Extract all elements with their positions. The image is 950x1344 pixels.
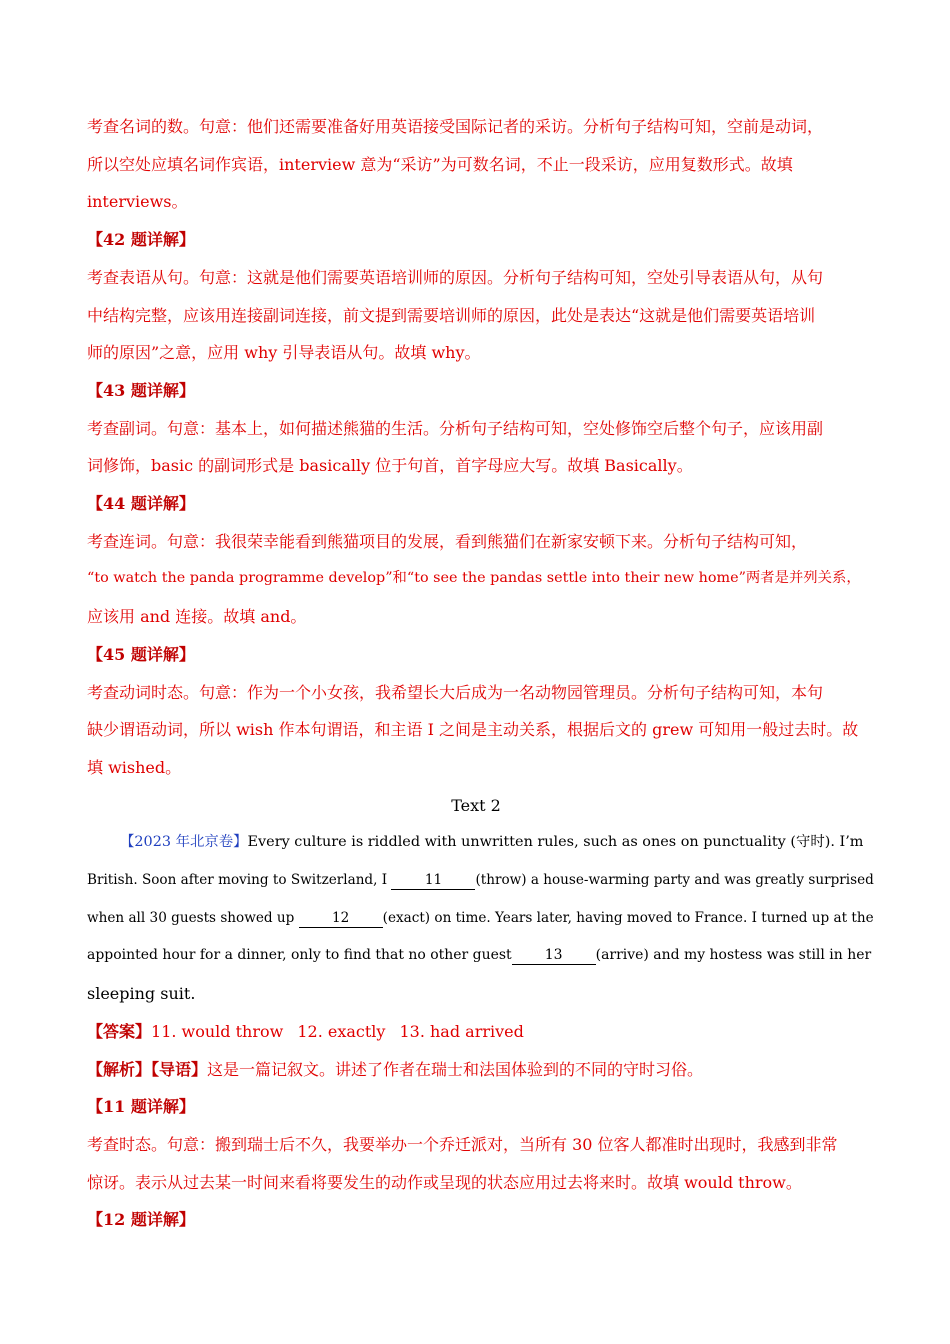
answer-12: 12. exactly bbox=[297, 1021, 386, 1041]
source-tag: 【2023 年北京卷】 bbox=[120, 834, 248, 851]
passage-text: (exact) on time. Years later, having moved to France. I turned up at the bbox=[382, 909, 874, 926]
passage-text: appointed hour for a dinner, only to find that no other guest bbox=[87, 947, 512, 964]
passage-text: British. Soon after moving to Switzerland, I bbox=[87, 872, 392, 889]
passage-text: when all 30 guests showed up bbox=[87, 909, 299, 926]
analysis-line bbox=[87, 1051, 865, 1089]
reading-passage bbox=[87, 824, 874, 1013]
document-page bbox=[87, 108, 874, 1239]
passage-line bbox=[87, 862, 874, 900]
passage-text: (throw) a house-warming party and was greatly surprised bbox=[475, 872, 874, 889]
explanation-block-top bbox=[87, 108, 865, 787]
answer-13: 13. had arrived bbox=[399, 1021, 524, 1041]
explanation-line: 考查时态。句意：搬到瑞士后不久，我要举办一个乔迁派对，当所有 30 位客人都准时出现时，我感到非常 bbox=[87, 1134, 838, 1154]
explanation-line: 缺少谓语动词，所以 wish 作本句谓语，和主语 I 之间是主动关系，根据后文的 grew 可知用一般过去时。故 bbox=[87, 720, 859, 740]
passage-text: Every culture is riddled with unwritten rules, such as ones on punctuality (守时). I’m bbox=[247, 834, 864, 851]
explanation-line: 考查副词。句意：基本上，如何描述熊猫的生活。分析句子结构可知，空处修饰空后整个句子，应该用副 bbox=[87, 418, 824, 438]
explanation-line: 师的原因”之意，应用 why 引导表语从句。故填 why。 bbox=[87, 343, 481, 363]
explanation-line: 考查名词的数。句意：他们还需要准备好用英语接受国际记者的采访。分析句子结构可知，空前是动词， bbox=[87, 117, 824, 136]
explanation-line: “to watch the panda programme develop”和“to see the pandas settle into their new home”两者是并列关系， bbox=[87, 570, 861, 587]
explanation-line: 所以空处应填名词作宾语，interview 意为“采访”为可数名词，不止一段采访，应用复数形式。故填 bbox=[87, 154, 793, 174]
blank-13[interactable]: 13 bbox=[512, 946, 596, 965]
answer-11: 11. would throw bbox=[151, 1021, 284, 1041]
analysis-label: 【解析】 bbox=[87, 1059, 152, 1079]
guide-label: 【导语】 bbox=[151, 1059, 208, 1079]
answer-line bbox=[87, 1013, 865, 1051]
question-heading: 【44 题详解】 bbox=[87, 494, 195, 514]
question-heading: 【43 题详解】 bbox=[87, 380, 195, 400]
explanation-line: 考查动词时态。句意：作为一个小女孩，我希望长大后成为一名动物园管理员。分析句子结构可知，本句 bbox=[87, 682, 824, 702]
explanation-line: 应该用 and 连接。故填 and。 bbox=[87, 607, 307, 627]
passage-line: sleeping suit. bbox=[87, 984, 196, 1004]
section-title: Text 2 bbox=[451, 795, 501, 815]
explanation-line: 填 wished。 bbox=[87, 757, 182, 777]
explanation-line: 词修饰，basic 的副词形式是 basically 位于句首，首字母应大写。故填 Basically。 bbox=[87, 456, 693, 476]
explanation-line: interviews。 bbox=[87, 192, 188, 212]
passage-text: (arrive) and my hostess was still in her bbox=[595, 947, 872, 964]
passage-line bbox=[87, 937, 872, 975]
passage-line bbox=[87, 824, 865, 862]
explanation-block-bottom bbox=[87, 1088, 865, 1239]
answer-label: 【答案】 bbox=[87, 1021, 152, 1041]
blank-11[interactable]: 11 bbox=[391, 871, 475, 890]
question-heading: 【11 题详解】 bbox=[87, 1097, 195, 1117]
question-heading: 【42 题详解】 bbox=[87, 230, 195, 250]
guide-text: 这是一篇记叙文。讲述了作者在瑞士和法国体验到的不同的守时习俗。 bbox=[207, 1059, 704, 1079]
explanation-line: 考查表语从句。句意：这就是他们需要英语培训师的原因。分析句子结构可知，空处引导表语从句，从句 bbox=[87, 267, 824, 287]
question-heading: 【45 题详解】 bbox=[87, 644, 195, 664]
explanation-line: 中结构完整，应该用连接副词连接，前文提到需要培训师的原因，此处是表达“这就是他们需要英语培训 bbox=[87, 305, 816, 325]
explanation-line: 惊讶。表示从过去某一时间来看将要发生的动作或呈现的状态应用过去将来时。故填 would throw。 bbox=[87, 1172, 802, 1192]
explanation-line: 考查连词。句意：我很荣幸能看到熊猫项目的发展，看到熊猫们在新家安顿下来。分析句子结构可知， bbox=[87, 531, 808, 551]
question-heading: 【12 题详解】 bbox=[87, 1210, 195, 1230]
passage-line bbox=[87, 900, 874, 938]
blank-12[interactable]: 12 bbox=[299, 909, 383, 928]
